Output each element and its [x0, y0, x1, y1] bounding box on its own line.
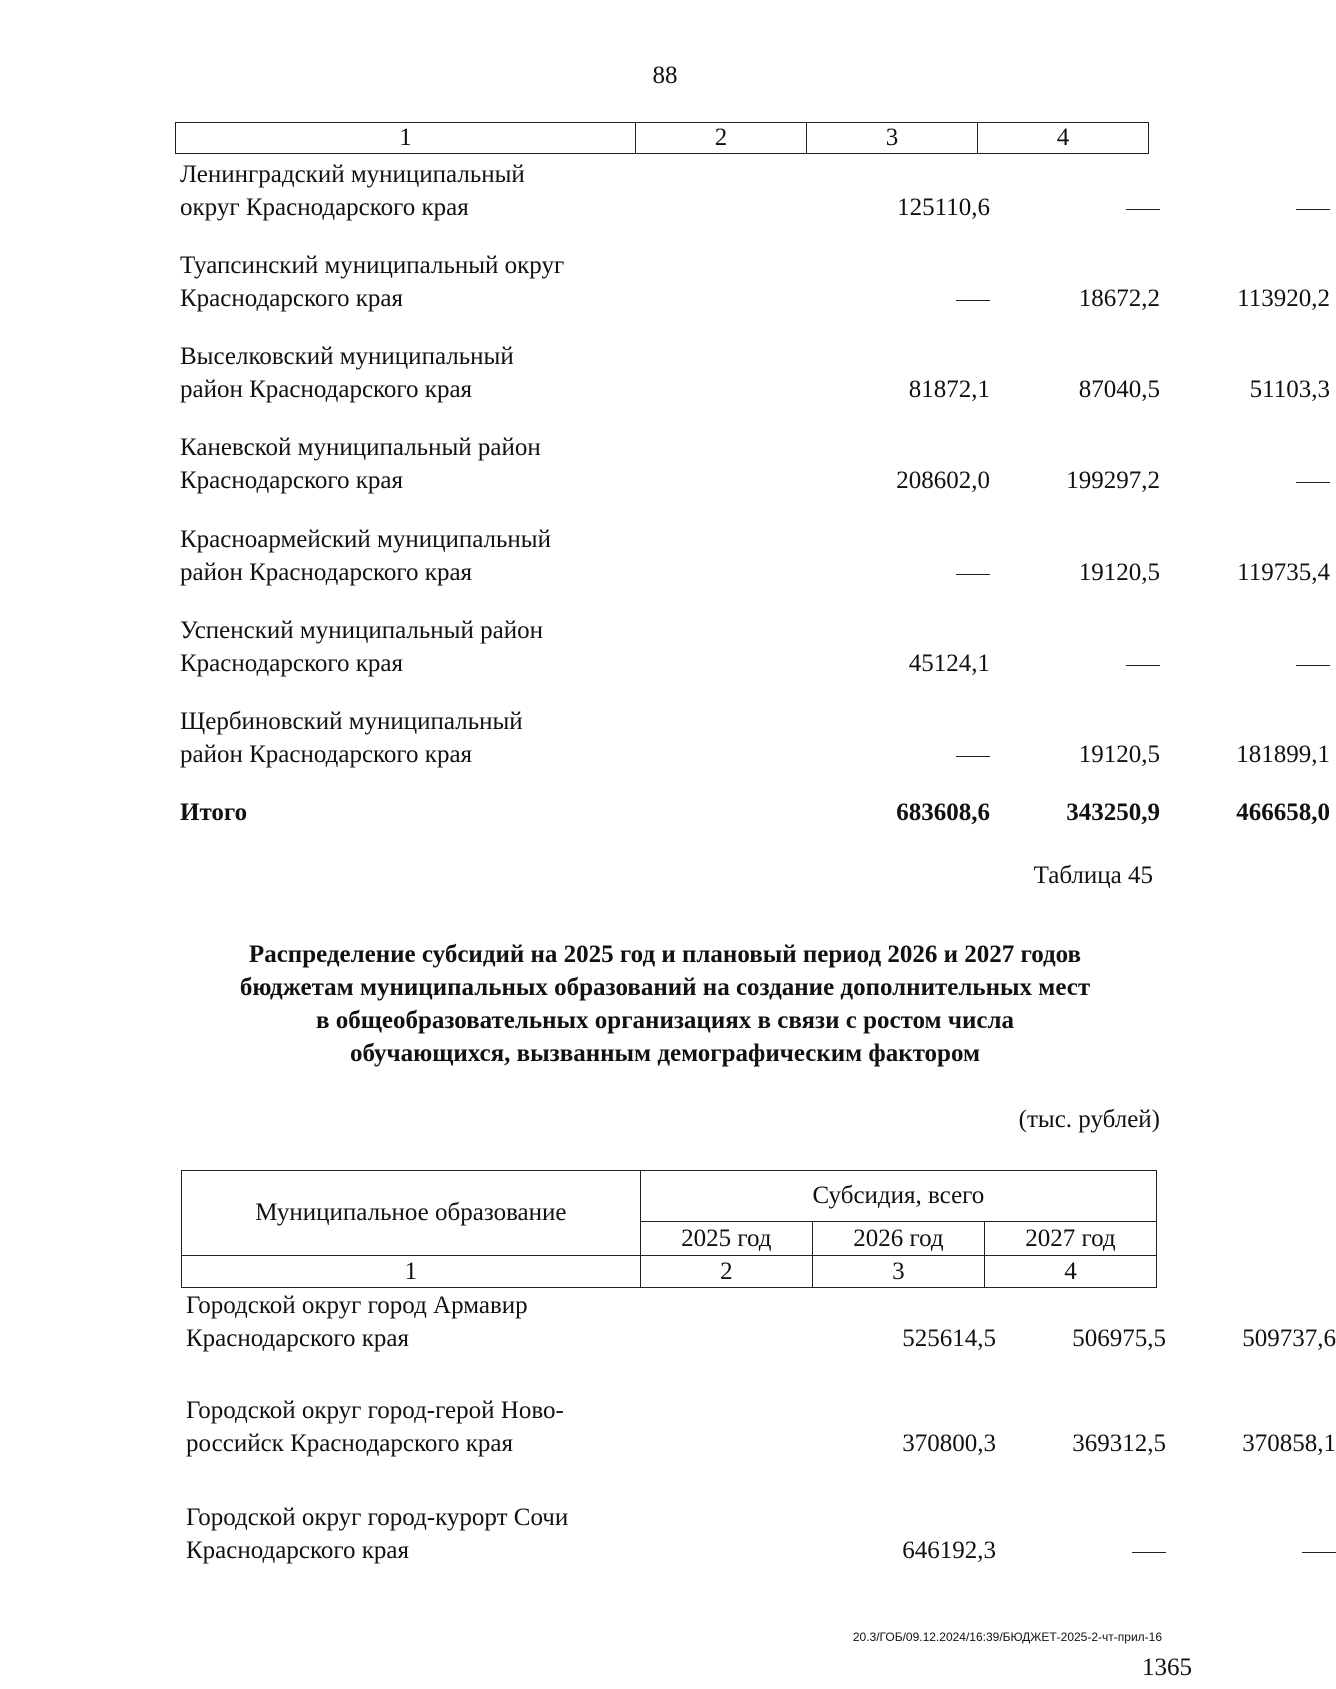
- value-2025: 208602,0: [896, 467, 990, 494]
- units-label: (тыс. рублей): [1018, 1106, 1160, 1133]
- table2-col-number: 1: [182, 1256, 641, 1288]
- table1-header: [175, 122, 1149, 154]
- table-heading: Распределение субсидий на 2025 год и плановый период 2026 и 2027 годов бюджетам муниципальных образований на создание дополнительных мест в общеобразовательных организациях в связи с ростом числа обучающихся, вызванным демографическим фактором: [239, 941, 1091, 1067]
- municipality-name: Каневской муниципальный район Краснодарского края: [180, 434, 541, 494]
- value-2026: 87040,5: [1078, 376, 1160, 403]
- municipality-name: Туапсинский муниципальный округ Краснодарского края: [180, 252, 565, 312]
- municipality-name: Щербиновский муниципальный район Краснодарского края: [180, 708, 523, 768]
- value-2027: [1000, 647, 1330, 680]
- value-2026: 19120,5: [1078, 559, 1160, 586]
- dash-mark: [1302, 1552, 1336, 1553]
- value-2027: [996, 1534, 1336, 1567]
- municipality-name: Ленинградский муниципальный округ Краснодарского края: [180, 161, 525, 221]
- header-year: 2025 год: [640, 1222, 812, 1256]
- total-2025: 683608,6: [896, 799, 990, 826]
- value-2025: 45124,1: [908, 650, 990, 677]
- value-2025: 646192,3: [902, 1537, 996, 1564]
- municipality-name: Городской округ город-герой Ново- российск Краснодарского края: [186, 1397, 564, 1457]
- value-2027: 370858,1: [1242, 1430, 1336, 1457]
- value-2027: 119735,4: [1237, 559, 1330, 586]
- value-2027: [1000, 464, 1330, 497]
- total-2026: 343250,9: [1066, 799, 1160, 826]
- value-2027: 113920,2: [1237, 285, 1330, 312]
- header-municipality: Муниципальное образование: [182, 1171, 641, 1256]
- value-2027: 181899,1: [1236, 741, 1330, 768]
- value-2025: 81872,1: [908, 376, 990, 403]
- municipality-name: Городской округ город-курорт Сочи Краснодарского края: [186, 1504, 569, 1564]
- municipality-name: Успенский муниципальный район Краснодарского края: [180, 617, 543, 677]
- value-2025: 370800,3: [902, 1430, 996, 1457]
- table2-col-number: 2: [640, 1256, 812, 1288]
- table1-col-number: 3: [807, 123, 978, 154]
- dash-mark: [1296, 209, 1330, 210]
- total-label: Итого: [180, 799, 248, 826]
- table1-col-number: 4: [978, 123, 1149, 154]
- table2-col-number: 3: [812, 1256, 984, 1288]
- dash-mark: [1296, 665, 1330, 666]
- value-2026: 18672,2: [1078, 285, 1160, 312]
- value-2027: [1000, 191, 1330, 224]
- value-2025: 525614,5: [902, 1325, 996, 1352]
- value-2027: 509737,6: [1242, 1325, 1336, 1352]
- table-label: Таблица 45: [1033, 862, 1153, 889]
- table2-col-number: 4: [984, 1256, 1156, 1288]
- header-year: 2026 год: [812, 1222, 984, 1256]
- page-number: 88: [652, 62, 678, 89]
- table2-header: [181, 1170, 1157, 1288]
- municipality-name: Красноармейский муниципальный район Краснодарского края: [180, 526, 551, 586]
- dash-mark: [1296, 482, 1330, 483]
- municipality-name: Городской округ город Армавир Краснодарского края: [186, 1292, 528, 1352]
- footer-document-code: 20.3/ГОБ/09.12.2024/16:39/БЮДЖЕТ-2025-2-чт-прил-16: [852, 1630, 1162, 1644]
- municipality-name: Выселковский муниципальный район Краснодарского края: [180, 343, 514, 403]
- value-2026: 199297,2: [1066, 467, 1160, 494]
- total-2027: 466658,0: [1236, 799, 1330, 826]
- value-2026: 19120,5: [1078, 741, 1160, 768]
- value-2026: 369312,5: [1072, 1430, 1166, 1457]
- footer-page-number: 1365: [1142, 1654, 1192, 1681]
- value-2025: 125110,6: [897, 194, 990, 221]
- table1-col-number: 1: [176, 123, 636, 154]
- value-2027: 51103,3: [1249, 376, 1330, 403]
- header-year: 2027 год: [984, 1222, 1156, 1256]
- table1-col-number: 2: [636, 123, 807, 154]
- value-2026: 506975,5: [1072, 1325, 1166, 1352]
- header-subsidy-total: Субсидия, всего: [640, 1171, 1156, 1222]
